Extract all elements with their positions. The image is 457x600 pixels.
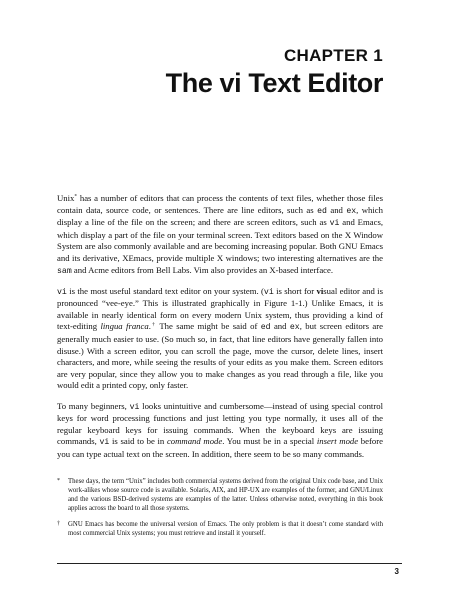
code-term: vi	[329, 219, 340, 229]
code-term: vi	[129, 402, 140, 412]
footnote	[57, 477, 383, 513]
footnote-mark: *	[57, 478, 60, 484]
code-term: vi	[57, 287, 67, 297]
chapter-label: CHAPTER 1	[283, 46, 383, 65]
paragraph-2: vi is the most useful standard text editor on your system. (vi is short for visual editor and is pronounced “vee-eye.” This is illustrated graphically in Figure 1-1.) Unlike Emacs, it is available in nearly identical form on every modern Unix system, thus providing a kind of text-editing lingua franca.† The same might be said of ed and ex, but screen editors are generally much easier to use. (So much so, in fact, that line editors have generally fallen into disuse.) With a screen editor, you can scroll the page, move the cursor, delete lines, insert characters, and more, while seeing the results of your edits as you make them. Screen editors are very popular, since they allow you to make changes as you read through a file, like you would edit a printed copy, only faster.	[57, 285, 383, 391]
chapter-title: The vi Text Editor	[165, 68, 383, 98]
paragraph-3: To many beginners, vi looks unintuitive and cumbersome—instead of using special control keys for word processing functions and just letting you type normally, it uses all of the regular keyboard keys for issuing commands. When the keyboard keys are issuing commands, vi is said to be in command mode. You must be in a special insert mode before you can type actual text on the screen. In addition, there seem to be so many commands.	[57, 400, 383, 459]
bold-prefix: vi	[316, 285, 324, 296]
code-term: ex	[289, 323, 300, 333]
page-number: 3	[394, 567, 399, 576]
code-term: vi	[99, 438, 110, 448]
paragraph-1: Unix* has a number of editors that can process the contents of text files, whether those files contain data, source code, or sentences. There are line editors, such as ed and ex, which display a line of the file on the screen; and there are screen editors, such as vi and Emacs, which display a part of the file on your terminal screen. Text editors based on the X Window System are also commonly available and are becoming increasing popular. Both GNU Emacs and its derivative, XEmacs, provide multiple X windows; two interesting alternatives are the sam and Acme editors from Bell Labs. Vim also provides an X-based interface.	[57, 193, 384, 276]
code-term: sam	[57, 266, 72, 276]
footer-rule	[57, 563, 402, 564]
footnote-mark: †	[57, 521, 60, 527]
footnotes	[57, 477, 383, 545]
italic-term: insert mode	[316, 436, 359, 447]
code-term: ed	[317, 206, 327, 216]
body-text	[57, 193, 383, 469]
footnote-ref-1: *	[74, 193, 78, 200]
footnote-text: GNU Emacs has become the universal version of Emacs. The only problem is that it doesn’t come standard with most commercial Unix systems; you must retrieve and install it yourself.	[68, 521, 383, 537]
code-term: ed	[260, 323, 271, 333]
code-term: vi	[263, 287, 274, 297]
code-term: ex	[346, 206, 357, 216]
footnote-ref-2: †	[150, 321, 157, 328]
italic-term: lingua franca	[100, 321, 149, 332]
footnote-text: These days, the term “Unix” includes both commercial systems derived from the original Unix code base, and Unix work-alikes whose source code is available. Solaris, AIX, and HP-UX are examples of the former, and GNU/Linux and the various BSD-derived systems are examples of the latter. Unless otherwise noted, everything in this book applies across the board to all those systems.	[68, 478, 383, 512]
italic-term: command mode	[166, 436, 223, 447]
footnote	[57, 520, 383, 538]
